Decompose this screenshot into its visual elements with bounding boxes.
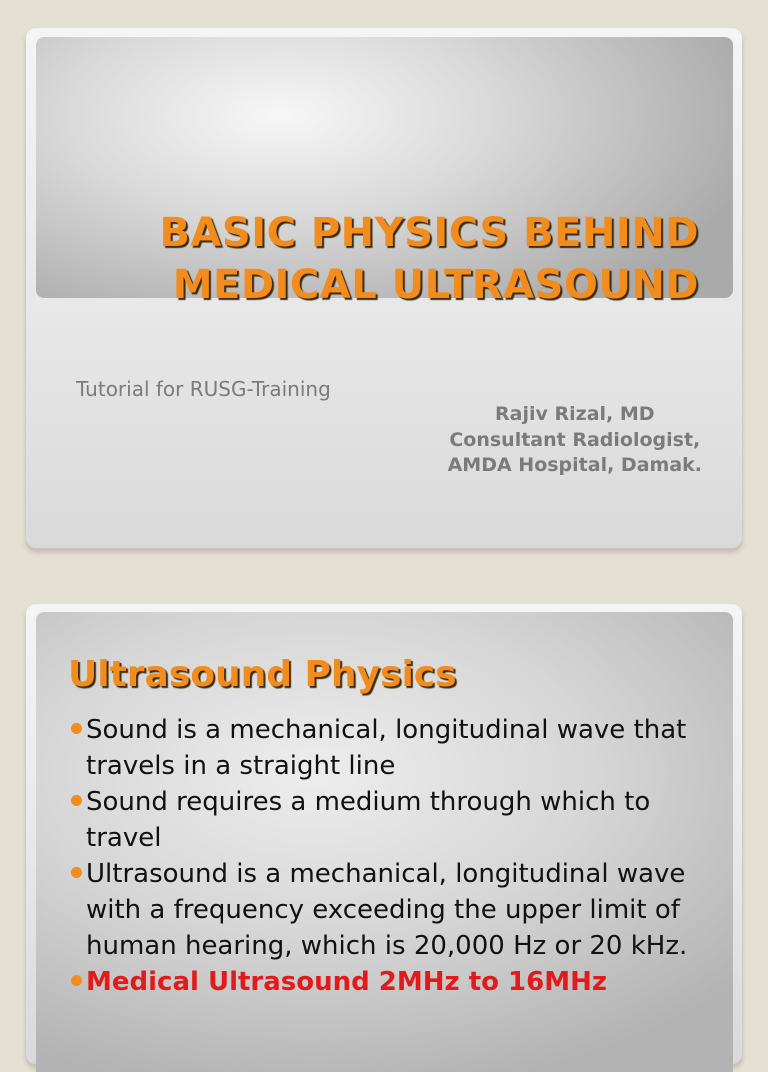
bullet-dot-icon (71, 975, 82, 986)
title-line-1: BASIC PHYSICS BEHIND (159, 210, 699, 256)
slide-subtitle: Tutorial for RUSG-Training (76, 377, 331, 401)
bullet-item (68, 712, 708, 784)
bullet-list (68, 712, 708, 1000)
bullet-dot-icon (71, 867, 82, 878)
bullet-item (68, 784, 708, 856)
title-banner (36, 37, 733, 308)
content-slide (26, 604, 742, 1064)
bullet-dot-icon (71, 795, 82, 806)
bullet-text: Sound is a mechanical, longitudinal wave that travels in a straight line (86, 715, 687, 781)
title-line-2: MEDICAL ULTRASOUND (172, 262, 699, 308)
author-affiliation: AMDA Hospital, Damak. (447, 454, 702, 476)
bullet-text: Medical Ultrasound 2MHz to 16MHz (86, 967, 607, 997)
author-name: Rajiv Rizal, MD (495, 403, 655, 425)
slide-heading: Ultrasound Physics (68, 654, 457, 695)
bullet-dot-icon (71, 723, 82, 734)
bullet-text: Sound requires a medium through which to travel (86, 787, 651, 853)
author-role: Consultant Radiologist, (449, 428, 701, 451)
slide-title (159, 207, 699, 311)
bullet-text: Ultrasound is a mechanical, longitudinal wave with a frequency exceeding the upper limit of human hearing, which is 20,000 Hz or 20 kHz. (86, 859, 688, 961)
content-panel (36, 612, 733, 1072)
title-slide (26, 28, 742, 548)
author-block (448, 402, 702, 479)
bullet-item-highlight (68, 964, 708, 1000)
bullet-item (68, 856, 708, 964)
